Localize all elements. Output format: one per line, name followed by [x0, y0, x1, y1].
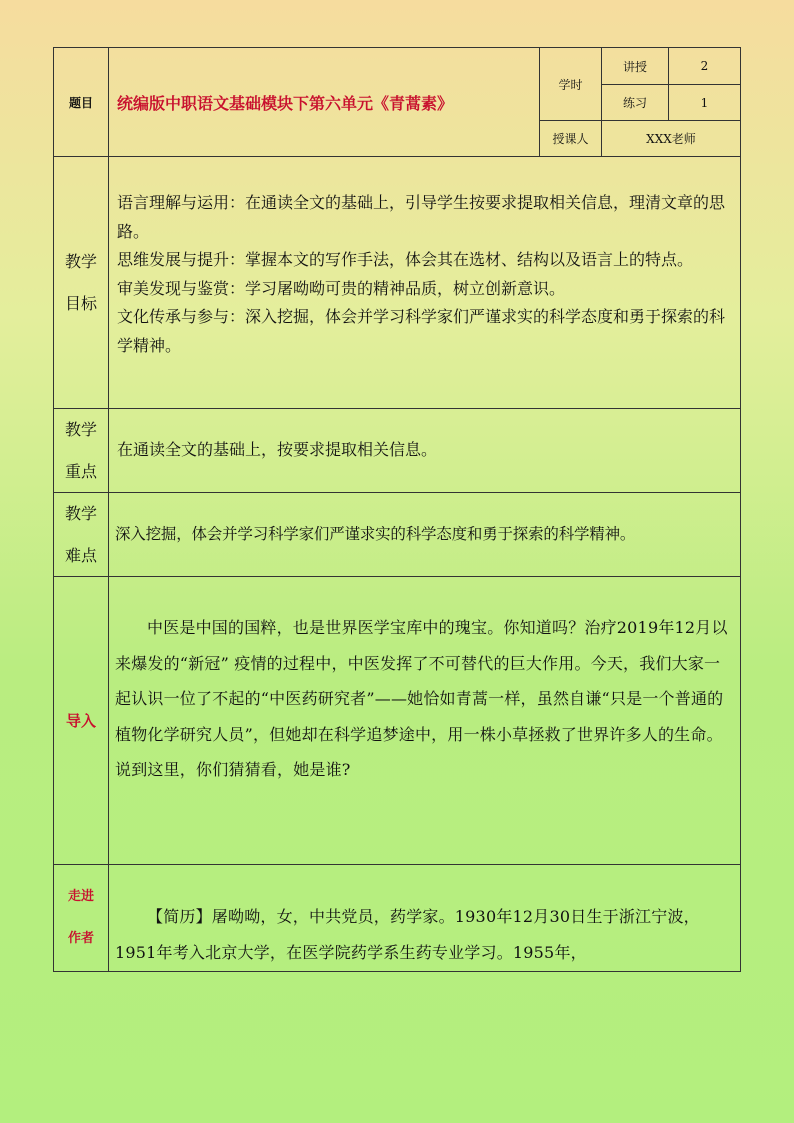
teacher-value: XXX老师	[646, 132, 696, 146]
objective-item: 语言理解与运用：在通读全文的基础上，引导学生按要求提取相关信息，理清文章的思路。	[117, 193, 726, 241]
objective-item: 文化传承与参与：深入挖掘，体会并学习科学家们严谨求实的科学态度和勇于探索的科学精神。	[117, 307, 726, 355]
lecture-value: 2	[700, 59, 709, 73]
difficulties-text: 深入挖掘，体会并学习科学家们严谨求实的科学态度和勇于探索的科学精神。	[115, 525, 636, 544]
objective-item: 思维发展与提升：掌握本文的写作手法，体会其在选材、结构以及语言上的特点。	[117, 250, 694, 269]
author-label-line1: 走进	[67, 889, 94, 904]
objectives-content-cell	[108, 156, 741, 409]
lecture-label: 讲授	[622, 59, 647, 74]
author-label-line2: 作者	[67, 931, 94, 946]
intro-text: 中医是中国的国粹，也是世界医学宝库中的瑰宝。你知道吗？治疗2019年12月以来爆发的“新冠” 疫情的过程中，中医发挥了不可替代的巨大作用。今天，我们大家一起认识一位了不起的“中医药研究者”——她恰如青蒿一样，虽然自谦“只是一个普通的植物化学研究人员”，但她却在科学追梦途中，用一株小草拯救了世界许多人的生命。说到这里，你们猜猜看，她是谁?	[115, 618, 728, 779]
teacher-label: 授课人	[552, 132, 589, 146]
intro-content-cell	[108, 576, 741, 865]
objectives-label-line1: 教学	[64, 251, 97, 271]
hours-label: 学时	[558, 77, 583, 92]
lecture-label-cell	[601, 47, 669, 85]
practice-label: 练习	[622, 96, 647, 110]
intro-label-cell	[53, 576, 109, 865]
difficulties-content-cell	[108, 492, 741, 577]
difficulties-label-line2: 难点	[64, 545, 97, 565]
intro-label: 导入	[65, 712, 96, 730]
lecture-value-cell	[668, 47, 741, 85]
practice-label-cell	[601, 84, 669, 121]
practice-value: 1	[700, 95, 709, 110]
difficulties-label-line1: 教学	[64, 503, 97, 523]
hours-label-cell	[539, 47, 602, 121]
objective-item: 审美发现与鉴赏：学习屠呦呦可贵的精神品质，树立创新意识。	[117, 278, 566, 298]
objectives-label-line2: 目标	[64, 293, 97, 313]
lesson-title: 统编版中职语文基础模块下第六单元《青蒿素》	[117, 93, 454, 113]
teacher-label-cell	[539, 120, 602, 157]
teacher-value-cell	[601, 120, 741, 157]
topic-label-cell	[53, 47, 109, 157]
author-content-cell	[108, 864, 741, 972]
objectives-label-cell	[53, 156, 109, 409]
difficulties-label-cell	[53, 492, 109, 577]
key-points-label-line1: 教学	[64, 419, 97, 439]
key-points-label-cell	[53, 408, 109, 493]
key-points-text: 在通读全文的基础上，按要求提取相关信息。	[117, 440, 438, 460]
author-label-cell	[53, 864, 109, 972]
title-cell	[108, 47, 540, 157]
key-points-content-cell	[108, 408, 741, 493]
author-text: 【简历】屠呦呦，女，中共党员，药学家。1930年12月30日生于浙江宁波，1951年考入北京大学，在医学院药学系生药专业学习。1955年，	[115, 907, 700, 962]
practice-value-cell	[668, 84, 741, 121]
topic-label: 题目	[68, 95, 93, 110]
key-points-label-line2: 重点	[64, 461, 97, 481]
